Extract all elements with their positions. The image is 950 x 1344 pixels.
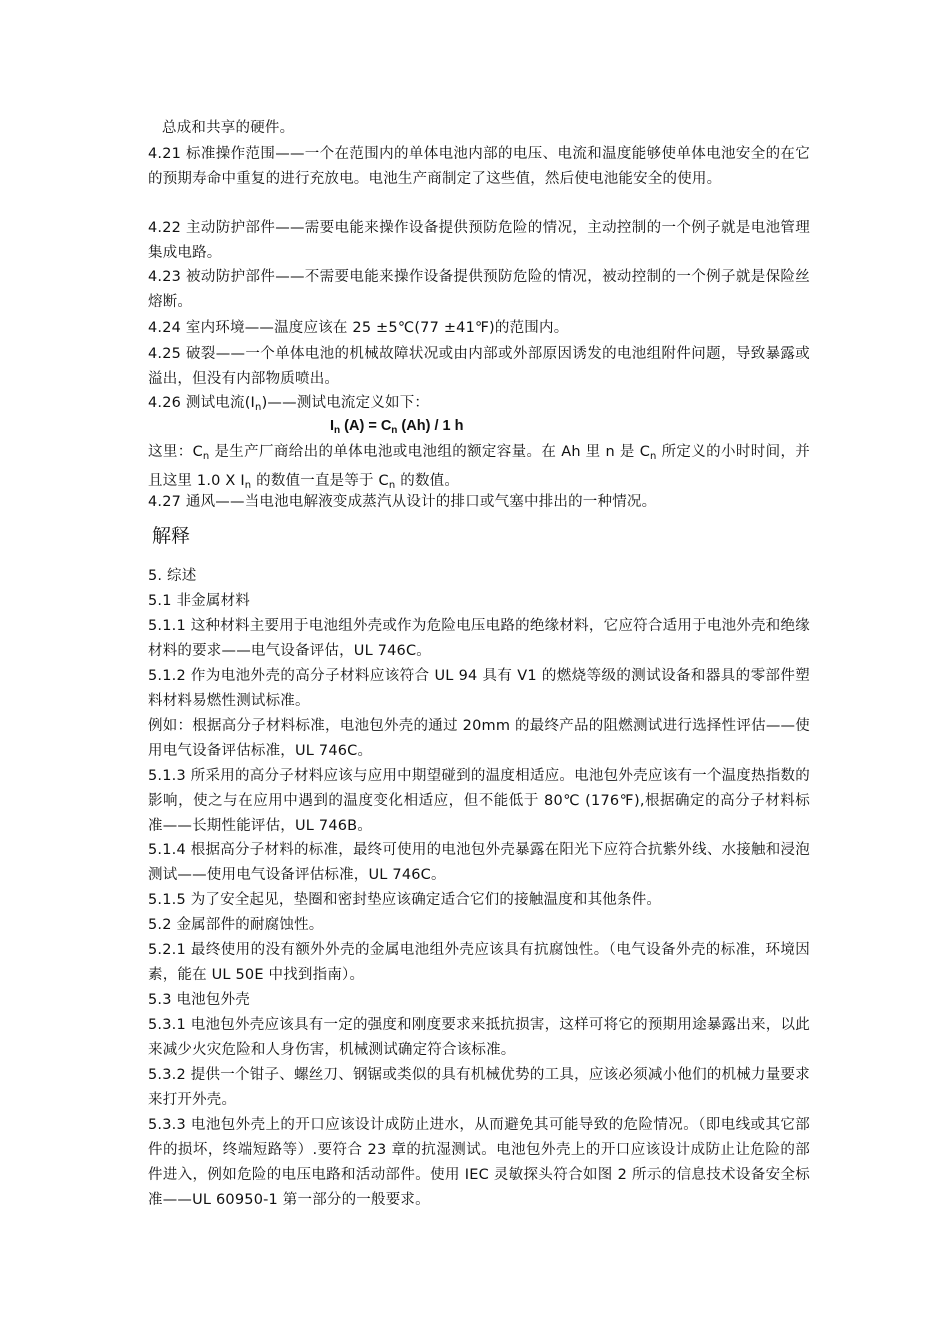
subscript: n xyxy=(650,451,657,462)
section-5-1-3: 5.1.3 所采用的高分子材料应该与应用中期望碰到的温度相适应。电池包外壳应该有一个温度热指数的影响，使之与在应用中遇到的温度变化相适应，但不能低于 80℃ (176℉),根据确定的高分子材料标准——长期性能评估，UL 746B。 xyxy=(148,768,810,834)
section-5-1-4: 5.1.4 根据高分子材料的标准，最终可使用的电池包外壳暴露在阳光下应符合抗紫外线、水接触和浸泡测试——使用电气设备评估标准，UL 746C。 xyxy=(148,842,810,883)
text-span: 这里：C xyxy=(148,444,203,460)
section-5-2-1: 5.2.1 最终使用的没有额外外壳的金属电池组外壳应该具有抗腐蚀性。（电气设备外壳的标准，环境因素，能在 UL 50E 中找到指南）。 xyxy=(148,942,810,983)
paragraph-4-26 xyxy=(148,391,810,420)
subscript: n xyxy=(334,425,341,436)
section-5-3-3: 5.3.3 电池包外壳上的开口应该设计成防止进水，从而避免其可能导致的危险情况。（即电线或其它部件的损坏，终端短路等）.要符合 23 章的抗湿测试。电池包外壳上的开口应该设计成防止让危险的部件进入，例如危险的电压电路和活动部件。使用 IEC 灵敏探头符合如图 2 所示的信息技术设备安全标准——UL 60950-1 第一部分的一般要求。 xyxy=(148,1117,810,1208)
section-5-1-2-example: 例如：根据高分子材料标准，电池包外壳的通过 20mm 的最终产品的阻燃测试进行选择性评估——使用电气设备评估标准，UL 746C。 xyxy=(148,718,810,759)
paragraph-continuation: 总成和共享的硬件。 xyxy=(162,120,295,136)
text-span: 的数值。 xyxy=(395,473,460,489)
paragraph-4-24: 4.24 室内环境——温度应该在 25 ±5℃(77 ±41℉)的范围内。 xyxy=(148,320,569,336)
paragraph-4-22: 4.22 主动防护部件——需要电能来操作设备提供预防危险的情况，主动控制的一个例子就是电池管理集成电路。 xyxy=(148,220,810,261)
section-5-1-1: 5.1.1 这种材料主要用于电池组外壳或作为危险电压电路的绝缘材料，它应符合适用于电池外壳和绝缘材料的要求——电气设备评估，UL 746C。 xyxy=(148,618,810,659)
text-span: (A) = C xyxy=(340,418,392,434)
test-current-formula xyxy=(330,418,463,436)
text-span: 是生产厂商给出的单体电池或电池组的额定容量。在 Ah 里 n 是 C xyxy=(209,444,651,460)
text-span: 所定义的小时时间，并且这里 1.0 X I xyxy=(148,444,811,489)
section-5: 5. 综述 xyxy=(148,568,197,584)
section-5-1-5: 5.1.5 为了安全起见，垫圈和密封垫应该确定适合它们的接触温度和其他条件。 xyxy=(148,892,662,908)
text-span: 4.26 测试电流(I xyxy=(148,395,256,411)
section-5-3: 5.3 电池包外壳 xyxy=(148,992,250,1008)
section-heading: 解释 xyxy=(152,525,191,547)
subscript: n xyxy=(244,480,252,491)
subscript: n xyxy=(202,451,210,462)
text-span: I xyxy=(330,418,335,434)
section-5-1: 5.1 非金属材料 xyxy=(148,593,250,609)
subscript: n xyxy=(388,480,396,491)
section-5-3-2: 5.3.2 提供一个钳子、螺丝刀、钢锯或类似的具有机械优势的工具，应该必须减小他们的机械力量要求来打开外壳。 xyxy=(148,1067,810,1108)
paragraph-4-25: 4.25 破裂——一个单体电池的机械故障状况或由内部或外部原因诱发的电池组附件问题，导致暴露或溢出，但没有内部物质喷出。 xyxy=(148,346,810,387)
text-span: 的数值一直是等于 C xyxy=(251,473,389,489)
text-span: (Ah) / 1 h xyxy=(397,418,464,434)
text-span: )——测试电流定义如下： xyxy=(261,395,430,411)
paragraph-4-21: 4.21 标准操作范围——一个在范围内的单体电池内部的电压、电流和温度能够使单体电池安全的在它的预期寿命中重复的进行充放电。电池生产商制定了这些值，然后使电池能安全的使用。 xyxy=(148,146,810,187)
subscript: n xyxy=(255,402,262,413)
section-5-3-1: 5.3.1 电池包外壳应该具有一定的强度和刚度要求来抵抗损害，这样可将它的预期用途暴露出来，以此来减少火灾危险和人身伤害，机械测试确定符合该标准。 xyxy=(148,1017,810,1058)
paragraph-4-27: 4.27 通风——当电池电解液变成蒸汽从设计的排口或气塞中排出的一种情况。 xyxy=(148,494,657,510)
section-5-1-2: 5.1.2 作为电池外壳的高分子材料应该符合 UL 94 具有 V1 的燃烧等级的测试设备和器具的零部件塑料材料易燃性测试标准。 xyxy=(148,668,810,709)
paragraph-4-23: 4.23 被动防护部件——不需要电能来操作设备提供预防危险的情况，被动控制的一个例子就是保险丝熔断。 xyxy=(148,269,810,310)
section-5-2: 5.2 金属部件的耐腐蚀性。 xyxy=(148,917,324,933)
subscript: n xyxy=(391,425,398,436)
